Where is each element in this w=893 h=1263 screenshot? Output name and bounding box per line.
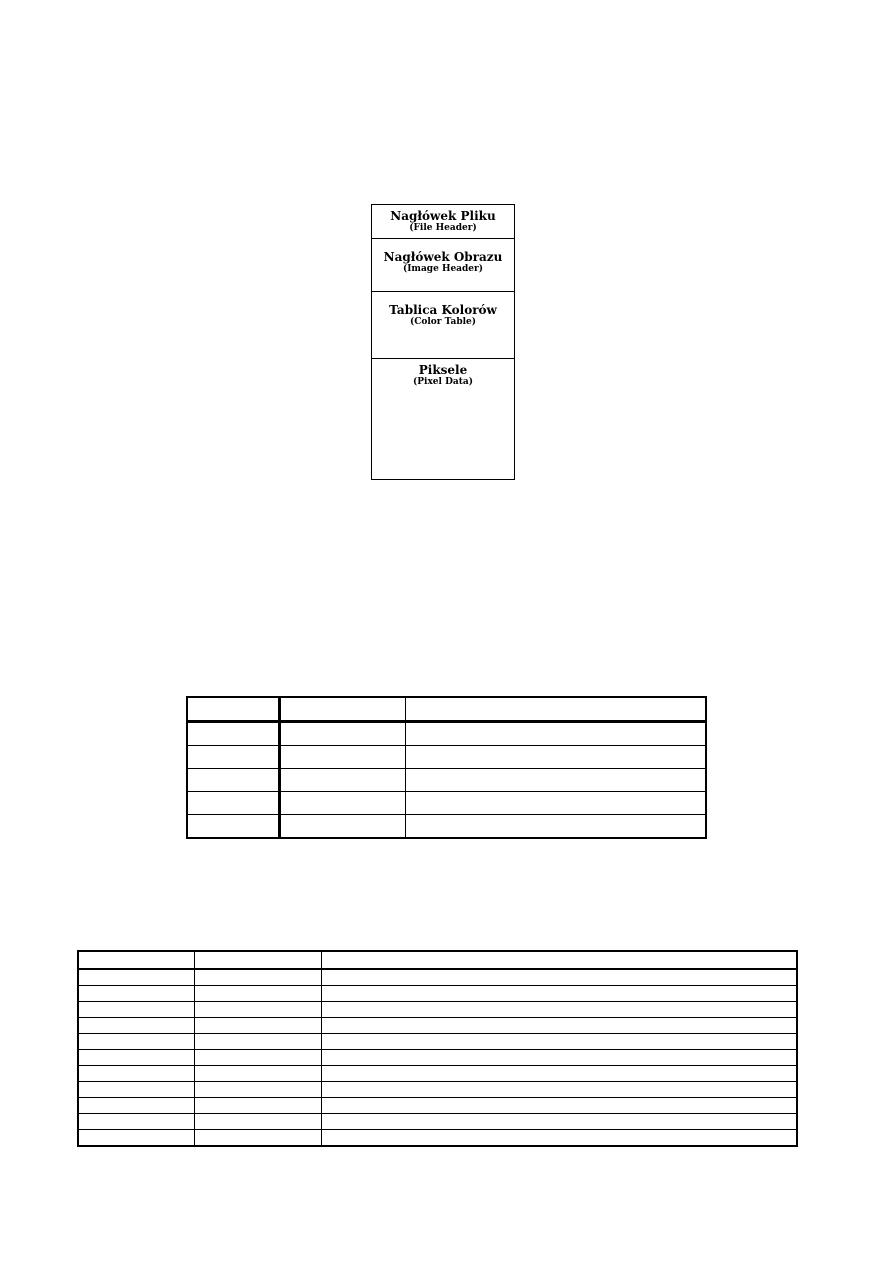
- table-cell: [195, 951, 322, 969]
- table-cell: [406, 722, 707, 746]
- table-row: [78, 969, 797, 986]
- pixel-data-title: Piksele: [418, 363, 468, 377]
- table-row: [187, 792, 706, 815]
- table-cell: [406, 769, 707, 792]
- table-row: [78, 986, 797, 1002]
- table-cell: [195, 1130, 322, 1147]
- table-cell: [78, 1034, 195, 1050]
- bmp-structure-diagram: [371, 204, 515, 480]
- table-cell: [322, 1066, 798, 1082]
- table-cell: [187, 792, 280, 815]
- table-cell: [280, 722, 406, 746]
- table-cell: [195, 986, 322, 1002]
- table-row: [78, 1066, 797, 1082]
- table-cell: [406, 697, 707, 722]
- table-cell: [322, 1114, 798, 1130]
- table-cell: [78, 1050, 195, 1066]
- table-cell: [322, 951, 798, 969]
- table-cell: [195, 969, 322, 986]
- table-row: [78, 1130, 797, 1147]
- table-cell: [187, 769, 280, 792]
- table-cell: [187, 697, 280, 722]
- image-header-title: Nagłówek Obrazu: [383, 250, 503, 264]
- table-cell: [195, 1002, 322, 1018]
- table-cell: [280, 792, 406, 815]
- table-cell: [187, 746, 280, 769]
- table-row: [187, 769, 706, 792]
- table-cell: [78, 1018, 195, 1034]
- table-cell: [280, 815, 406, 839]
- table-cell: [195, 1050, 322, 1066]
- table-cell: [78, 1082, 195, 1098]
- pixel-data-block: [372, 359, 514, 479]
- table-cell: [406, 746, 707, 769]
- table-row: [78, 1082, 797, 1098]
- table-row: [78, 1050, 797, 1066]
- table-cell: [78, 969, 195, 986]
- table-cell: [195, 1098, 322, 1114]
- table-cell: [78, 986, 195, 1002]
- table-row: [78, 1114, 797, 1130]
- table-cell: [322, 969, 798, 986]
- table-cell: [187, 815, 280, 839]
- table-row: [78, 1098, 797, 1114]
- table-cell: [78, 1066, 195, 1082]
- table-cell: [322, 1034, 798, 1050]
- table-row: [78, 1034, 797, 1050]
- table-cell: [322, 1002, 798, 1018]
- table-2: [77, 950, 798, 1147]
- table-cell: [322, 1018, 798, 1034]
- table-cell: [322, 1098, 798, 1114]
- table-cell: [78, 1114, 195, 1130]
- table-cell: [406, 792, 707, 815]
- table-cell: [280, 697, 406, 722]
- table-row: [187, 722, 706, 746]
- table-header-row: [78, 951, 797, 969]
- table-cell: [195, 1018, 322, 1034]
- table-cell: [280, 746, 406, 769]
- table-cell: [187, 722, 280, 746]
- table-cell: [322, 1082, 798, 1098]
- color-table-block: [372, 292, 514, 359]
- file-header-block: [372, 205, 514, 239]
- image-header-subtitle: (Image Header): [402, 264, 484, 274]
- table-cell: [280, 769, 406, 792]
- file-header-subtitle: (File Header): [409, 223, 477, 233]
- table-cell: [78, 951, 195, 969]
- table-row: [187, 746, 706, 769]
- color-table-subtitle: (Color Table): [409, 317, 477, 327]
- table-cell: [195, 1082, 322, 1098]
- table-cell: [195, 1114, 322, 1130]
- file-header-title: Nagłówek Pliku: [390, 209, 496, 223]
- table-cell: [195, 1066, 322, 1082]
- table-row: [187, 815, 706, 839]
- table-header-row: [187, 697, 706, 722]
- table-cell: [78, 1130, 195, 1147]
- pixel-data-subtitle: (Pixel Data): [413, 377, 473, 387]
- table-1: [186, 696, 707, 839]
- table-row: [78, 1002, 797, 1018]
- color-table-title: Tablica Kolorów: [389, 303, 497, 317]
- table-cell: [322, 986, 798, 1002]
- image-header-block: [372, 239, 514, 292]
- table-row: [78, 1018, 797, 1034]
- table-cell: [322, 1050, 798, 1066]
- table-cell: [78, 1002, 195, 1018]
- table-cell: [78, 1098, 195, 1114]
- table-cell: [406, 815, 707, 839]
- table-cell: [322, 1130, 798, 1147]
- table-cell: [195, 1034, 322, 1050]
